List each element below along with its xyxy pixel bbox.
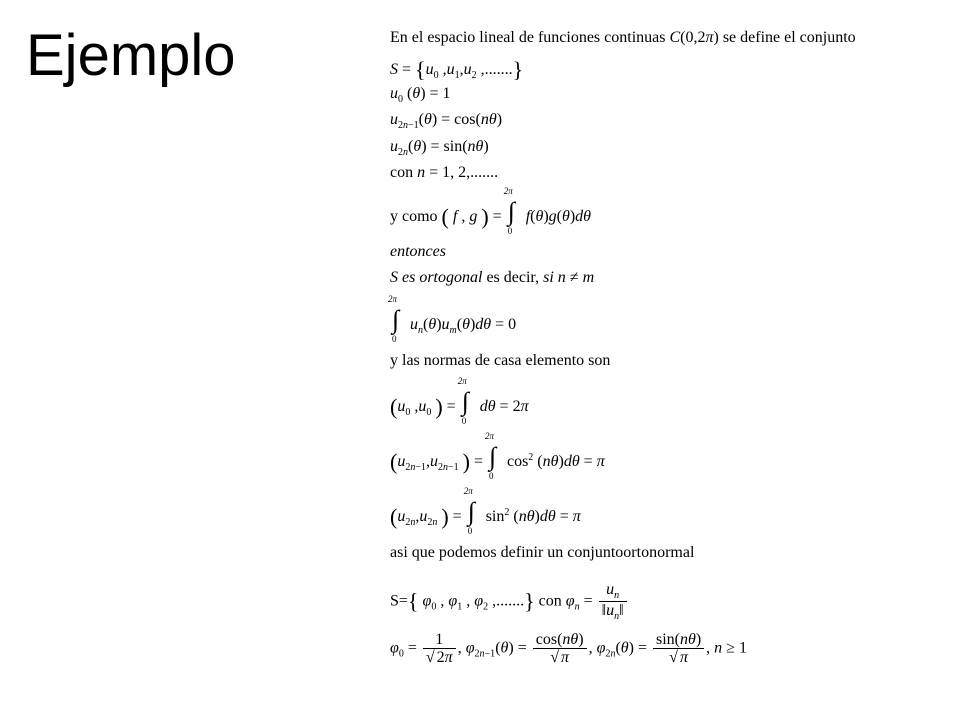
u2n-minus-1-definition: $u_{2n-1}(\theta) = \cos(n\theta)$ xyxy=(390,111,503,131)
norm-u0: ($u_0$ $,u_0$ ) = 2π ∫ 0 dθ = 2π xyxy=(390,376,529,426)
orthonormal-intro: asi que podemos definir un conjuntoortonormal xyxy=(390,544,695,561)
orthonormal-set: S={ $\varphi_0$ , $\varphi_1$ , $\varphi_2$ ,.......} con $\varphi_n$ = $\frac{u_n}{‖u_n‖}$ xyxy=(390,582,629,622)
ycomo-label: y como xyxy=(390,208,438,225)
norm-cos: ($u_{2n-1},u_{2n-1}$ ) = 2π ∫ 0 $\cos^2 (n\theta)d\theta = \pi$ xyxy=(390,431,605,481)
u0-definition: $u_0$ (θ) = 1 xyxy=(390,85,451,105)
entonces-text: entonces xyxy=(390,243,446,260)
phi-definitions: $\varphi_0$ = $\frac{1}{√ 2\pi}$ , $\varphi_{2n-1}(\theta)$ = $\frac{\cos(n\theta)}{√ \pi}$ , $\varphi_{2n}(\theta)$ = $\frac{\sin(n\theta)}{√ \pi}$ , n ≥ 1 xyxy=(390,631,747,666)
set-definition: $S = \{u_0$ $,u_1,u_2$ ,.......} xyxy=(390,57,524,82)
orthogonality-integral: 2π ∫ 0 $u_n(\theta)u_m(\theta)d\theta = 0$ xyxy=(388,294,517,344)
inner-product-definition: y como ( f , g ) = 2π ∫ 0 f(θ)g(θ)dθ xyxy=(390,186,592,236)
index-range: con n = 1, 2,....... xyxy=(390,164,499,181)
norms-intro: y las normas de casa elemento son xyxy=(390,352,611,369)
u2n-definition: $u_{2n}(\theta) = \sin(n\theta)$ xyxy=(390,138,489,158)
norm-sin: ($u_{2n},u_{2n}$ ) = 2π ∫ 0 $\sin^2 (n\theta)d\theta = \pi$ xyxy=(390,486,581,536)
orthogonal-statement: S es ortogonal es decir, si n ≠ m xyxy=(390,269,595,286)
intro-text: En el espacio lineal de funciones continuas C(0,2π) se define el conjunto xyxy=(390,29,856,46)
slide-title: Ejemplo xyxy=(26,23,236,88)
